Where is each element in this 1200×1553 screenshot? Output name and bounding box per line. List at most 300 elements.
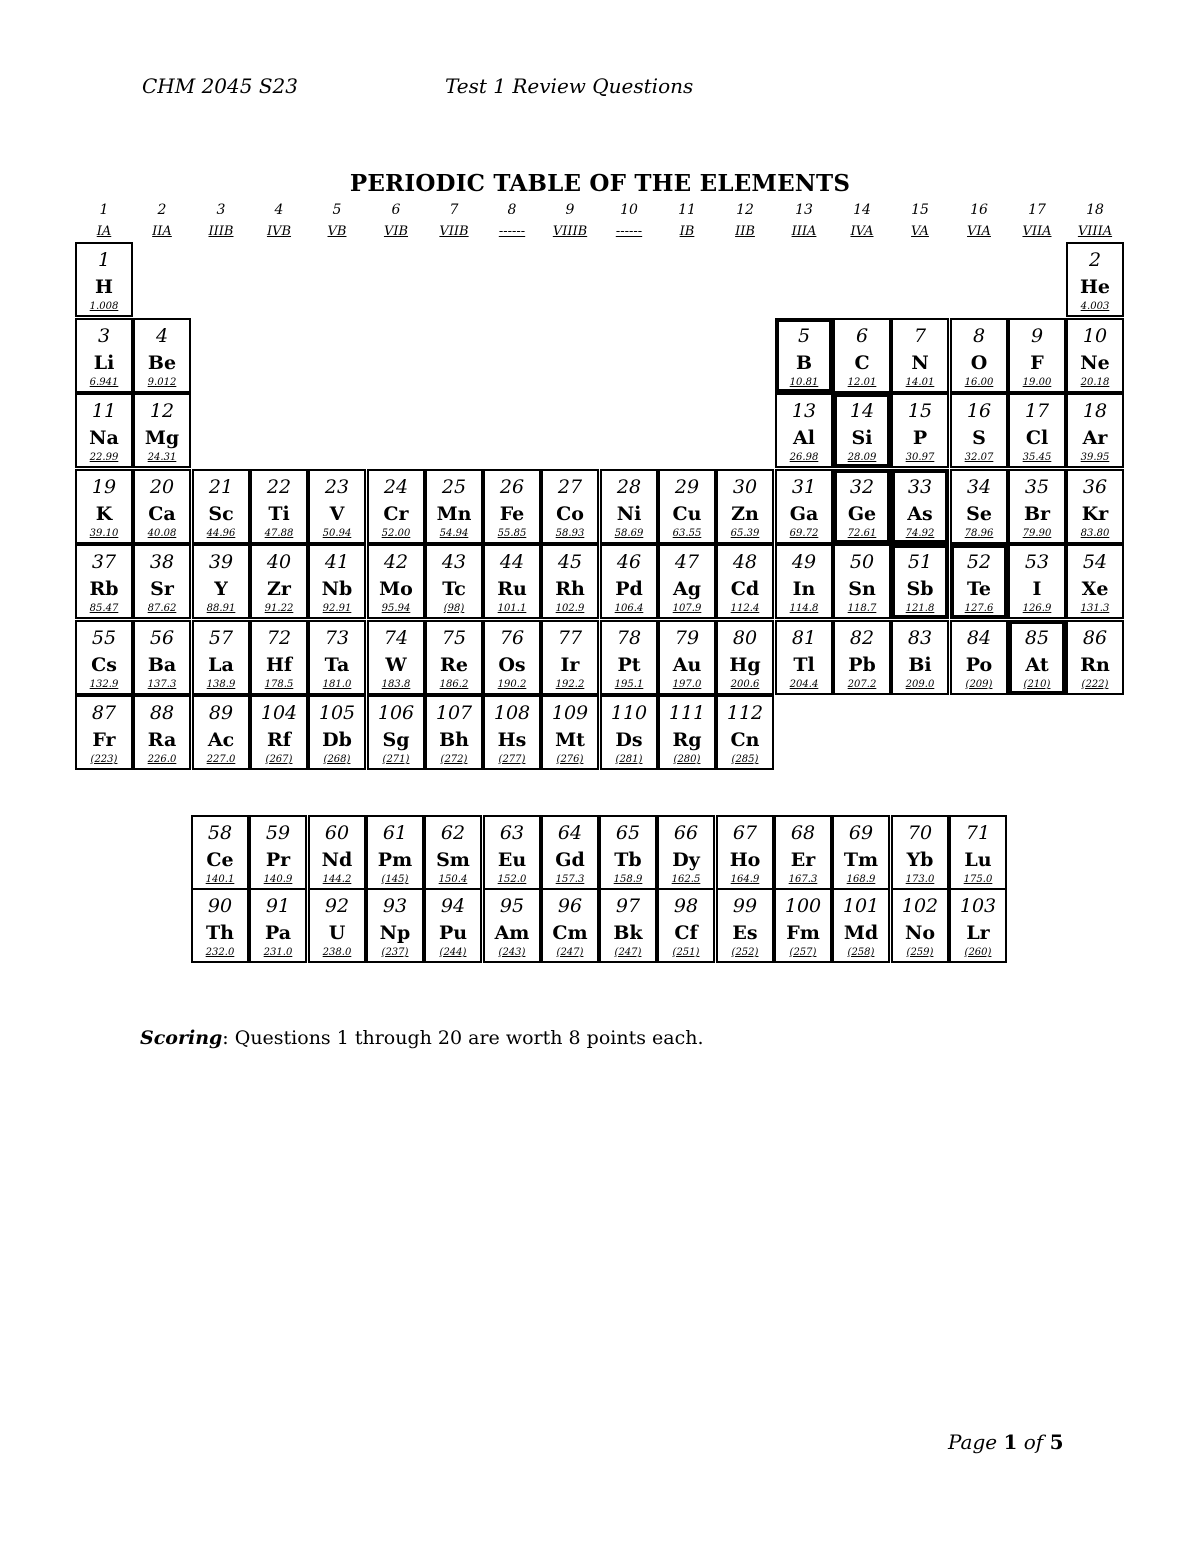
atomic-mass: 131.3 [1080,603,1110,614]
element-symbol: Ac [207,729,235,751]
atomic-number: 5 [797,325,811,347]
atomic-number: 21 [208,476,234,498]
element-cell-mo [367,544,425,619]
element-cell-pa [249,888,307,963]
atomic-mass: 6.941 [89,377,119,388]
element-symbol: Ra [147,729,177,751]
element-cell-sn [833,544,891,619]
atomic-number: 36 [1082,476,1108,498]
element-symbol: Sc [208,503,234,525]
element-symbol: Zr [267,578,291,600]
atomic-number: 14 [849,400,875,422]
atomic-mass: (247) [556,947,584,958]
atomic-number: 104 [260,702,298,724]
element-cell-cs [75,620,133,695]
document-title-header: Test 1 Review Questions [445,74,694,98]
element-cell-eu [483,815,541,890]
page-current: 1 [1003,1430,1018,1454]
atomic-number: 4 [155,325,169,347]
atomic-mass: 150.4 [438,874,468,885]
atomic-mass: 63.55 [672,528,702,539]
group-number: 6 [391,202,401,218]
element-cell-y [192,544,250,619]
element-cell-ho [716,815,774,890]
element-symbol: C [854,352,870,374]
element-symbol: Nb [321,578,353,600]
element-cell-cn [716,695,774,770]
atomic-number: 23 [324,476,350,498]
atomic-number: 76 [499,627,525,649]
group-label: IA [96,224,112,239]
atomic-number: 72 [266,627,292,649]
element-cell-pm [366,815,424,890]
element-symbol: Pr [265,849,291,871]
element-symbol: Hg [729,654,761,676]
element-cell-ti [250,469,308,544]
element-symbol: Mn [436,503,472,525]
group-label: IIIB [208,224,234,239]
atomic-mass: 55.85 [497,528,527,539]
element-symbol: Hs [497,729,527,751]
element-symbol: Ba [147,654,177,676]
atomic-mass: 167.3 [788,874,818,885]
page-footer [948,1430,1064,1454]
element-cell-sb [891,544,949,619]
element-cell-rn [1066,620,1124,695]
element-cell-ac [192,695,250,770]
element-symbol: Np [379,922,411,944]
element-cell-er [774,815,832,890]
atomic-mass: 30.97 [905,452,935,463]
element-cell-cd [716,544,774,619]
element-cell-ge [833,469,891,544]
atomic-number: 19 [91,476,117,498]
atomic-number: 20 [149,476,175,498]
atomic-number: 71 [965,822,991,844]
element-cell-fr [75,695,133,770]
atomic-mass: 132.9 [89,679,119,690]
element-symbol: Db [322,729,352,751]
atomic-number: 74 [383,627,409,649]
element-cell-sc [192,469,250,544]
atomic-mass: 173.0 [905,874,935,885]
element-symbol: Pa [264,922,292,944]
element-cell-zn [716,469,774,544]
element-symbol: Zn [731,503,759,525]
group-label: VB [327,224,347,239]
atomic-mass: 72.61 [847,528,877,539]
element-symbol: Tc [442,578,466,600]
element-cell-sr [133,544,191,619]
element-cell-in [775,544,833,619]
element-symbol: S [972,427,986,449]
atomic-number: 95 [499,895,525,917]
atomic-mass: 47.88 [264,528,294,539]
atomic-mass: 58.93 [555,528,585,539]
element-cell-kr [1066,469,1124,544]
element-symbol: Pb [848,654,876,676]
element-symbol: Cu [672,503,702,525]
atomic-number: 84 [966,627,992,649]
group-label: IVA [850,224,874,239]
atomic-number: 109 [551,702,589,724]
atomic-mass: 204.4 [789,679,819,690]
element-symbol: Rf [267,729,291,751]
element-symbol: Cl [1025,427,1049,449]
group-label: ------ [615,224,643,239]
atomic-mass: 197.0 [672,679,702,690]
group-label: IIB [735,224,755,239]
element-symbol: Mt [555,729,585,751]
atomic-mass: (257) [789,947,817,958]
element-symbol: Tb [614,849,642,871]
element-symbol: Ne [1080,352,1110,374]
element-symbol: Ir [560,654,580,676]
atomic-mass: 39.10 [89,528,119,539]
group-label: IB [679,224,695,239]
element-cell-ra [133,695,191,770]
element-symbol: Tl [793,654,815,676]
atomic-number: 44 [499,551,525,573]
element-symbol: Si [851,427,873,449]
element-symbol: Be [147,352,177,374]
atomic-mass: (237) [381,947,409,958]
element-symbol: B [795,352,813,374]
element-symbol: H [95,276,113,298]
element-symbol: Cn [730,729,760,751]
atomic-mass: 209.0 [905,679,935,690]
atomic-number: 110 [610,702,648,724]
footer-of: of [1017,1430,1050,1454]
atomic-number: 100 [784,895,822,917]
element-symbol: Hf [265,654,293,676]
element-cell-bk [599,888,657,963]
element-cell-cr [367,469,425,544]
atomic-mass: 40.08 [147,528,177,539]
atomic-mass: 226.0 [147,754,177,765]
atomic-mass: 16.00 [964,377,994,388]
group-number: 8 [507,202,517,218]
atomic-mass: 1.008 [89,301,119,312]
atomic-number: 61 [382,822,408,844]
atomic-mass: (272) [440,754,468,765]
element-cell-hg [716,620,774,695]
atomic-number: 47 [674,551,700,573]
element-cell-h [75,242,133,317]
atomic-number: 13 [791,400,817,422]
atomic-mass: 24.31 [147,452,177,463]
atomic-mass: (145) [381,874,409,885]
element-symbol: Co [556,503,584,525]
atomic-number: 99 [732,895,758,917]
element-symbol: Sr [150,578,174,600]
element-symbol: Dy [672,849,700,871]
element-cell-cl [1008,393,1066,468]
element-cell-hf [250,620,308,695]
group-number: 4 [274,202,284,218]
element-cell-mt [541,695,599,770]
atomic-mass: 22.99 [89,452,119,463]
atomic-number: 7 [913,325,927,347]
element-symbol: No [904,922,936,944]
element-cell-pu [424,888,482,963]
group-label: VIB [383,224,409,239]
atomic-number: 25 [441,476,467,498]
atomic-mass: 114.8 [789,603,819,614]
atomic-number: 29 [674,476,700,498]
atomic-number: 65 [615,822,641,844]
atomic-mass: 181.0 [322,679,352,690]
scoring-label: Scoring [140,1027,223,1049]
element-cell-mg [133,393,191,468]
atomic-number: 27 [557,476,583,498]
atomic-number: 41 [324,551,350,573]
atomic-number: 81 [791,627,817,649]
element-cell-w [367,620,425,695]
element-cell-se [950,469,1008,544]
element-cell-lr [949,888,1007,963]
atomic-number: 39 [208,551,234,573]
element-cell-ga [775,469,833,544]
atomic-mass: 112.4 [730,603,760,614]
element-cell-bh [425,695,483,770]
element-symbol: Na [89,427,119,449]
element-cell-no [891,888,949,963]
atomic-number: 90 [207,895,233,917]
atomic-mass: 178.5 [264,679,294,690]
element-cell-ru [483,544,541,619]
element-symbol: Ho [729,849,761,871]
atomic-mass: 83.80 [1080,528,1110,539]
element-cell-np [366,888,424,963]
element-cell-f [1008,318,1066,393]
element-symbol: Lr [966,922,990,944]
atomic-number: 64 [557,822,583,844]
element-symbol: La [208,654,234,676]
atomic-mass: 118.7 [847,603,877,614]
element-symbol: Yb [906,849,934,871]
element-cell-rh [541,544,599,619]
element-symbol: Re [440,654,468,676]
element-symbol: Ru [497,578,527,600]
element-cell-ne [1066,318,1124,393]
element-symbol: Ti [268,503,290,525]
scoring-text: : Questions 1 through 20 are worth 8 points each. [222,1027,704,1049]
atomic-mass: 87.62 [147,603,177,614]
atomic-number: 35 [1024,476,1050,498]
group-label: VIIB [439,224,469,239]
element-symbol: N [911,352,929,374]
atomic-number: 67 [732,822,758,844]
atomic-number: 51 [907,551,933,573]
atomic-mass: (259) [906,947,934,958]
element-symbol: Ag [672,578,702,600]
atomic-mass: 227.0 [206,754,236,765]
element-symbol: As [907,503,933,525]
group-number: 3 [216,202,226,218]
element-symbol: K [95,503,113,525]
atomic-mass: 32.07 [964,452,994,463]
atomic-mass: 102.9 [555,603,585,614]
group-label: VIIA [1022,224,1052,239]
element-cell-pd [600,544,658,619]
atomic-number: 80 [732,627,758,649]
element-cell-md [832,888,890,963]
element-symbol: Cs [91,654,117,676]
element-cell-po [950,620,1008,695]
atomic-mass: 140.9 [263,874,293,885]
element-cell-cf [657,888,715,963]
element-cell-p [891,393,949,468]
element-cell-ag [658,544,716,619]
element-symbol: Al [793,427,815,449]
element-symbol: Bk [613,922,643,944]
element-symbol: Mo [379,578,413,600]
atomic-mass: 192.2 [555,679,585,690]
atomic-mass: 238.0 [322,947,352,958]
group-number: 5 [332,202,342,218]
atomic-mass: (251) [672,947,700,958]
atomic-number: 40 [266,551,292,573]
atomic-mass: 127.6 [964,603,994,614]
atomic-number: 58 [207,822,233,844]
atomic-mass: 164.9 [730,874,760,885]
atomic-number: 26 [499,476,525,498]
element-cell-rg [658,695,716,770]
element-symbol: Ga [789,503,819,525]
element-symbol: Ni [616,503,642,525]
element-cell-pt [600,620,658,695]
group-number: 14 [853,202,871,218]
atomic-number: 102 [901,895,939,917]
element-symbol: Rh [555,578,585,600]
atomic-mass: 91.22 [264,603,294,614]
element-symbol: Bi [908,654,932,676]
atomic-mass: 54.94 [439,528,469,539]
element-symbol: Ar [1082,427,1108,449]
element-cell-au [658,620,716,695]
element-cell-co [541,469,599,544]
atomic-mass: (209) [965,679,993,690]
atomic-number: 33 [907,476,933,498]
atomic-number: 9 [1030,325,1044,347]
atomic-number: 24 [383,476,409,498]
atomic-number: 53 [1024,551,1050,573]
atomic-mass: (267) [265,754,293,765]
atomic-mass: 88.91 [206,603,236,614]
scoring-note [140,1027,704,1049]
atomic-mass: 137.3 [147,679,177,690]
element-cell-rf [250,695,308,770]
atomic-mass: 12.01 [847,377,877,388]
atomic-number: 54 [1082,551,1108,573]
atomic-number: 82 [849,627,875,649]
element-cell-he [1066,242,1124,317]
element-cell-tb [599,815,657,890]
element-symbol: Fr [92,729,116,751]
atomic-mass: 78.96 [964,528,994,539]
atomic-mass: (244) [439,947,467,958]
element-symbol: Y [214,578,228,600]
element-symbol: At [1025,654,1049,676]
element-cell-c [833,318,891,393]
atomic-number: 8 [972,325,986,347]
atomic-mass: (222) [1081,679,1109,690]
element-symbol: Ce [206,849,234,871]
atomic-mass: 79.90 [1022,528,1052,539]
atomic-mass: 168.9 [846,874,876,885]
element-cell-v [308,469,366,544]
element-cell-zr [250,544,308,619]
atomic-mass: (260) [964,947,992,958]
element-cell-u [308,888,366,963]
atomic-number: 103 [959,895,997,917]
element-symbol: Sn [848,578,876,600]
group-label: ------ [498,224,526,239]
atomic-number: 32 [849,476,875,498]
atomic-number: 6 [855,325,869,347]
atomic-mass: 200.6 [730,679,760,690]
atomic-number: 91 [265,895,291,917]
element-cell-am [483,888,541,963]
group-number: 9 [565,202,575,218]
element-cell-db [308,695,366,770]
element-cell-la [192,620,250,695]
element-symbol: Po [965,654,993,676]
atomic-number: 98 [673,895,699,917]
atomic-number: 34 [966,476,992,498]
element-symbol: Ge [847,503,877,525]
element-symbol: Rb [89,578,119,600]
atomic-mass: 126.9 [1022,603,1052,614]
atomic-number: 38 [149,551,175,573]
element-symbol: Sm [436,849,470,871]
element-symbol: Gd [555,849,585,871]
periodic-table-title: PERIODIC TABLE OF THE ELEMENTS [349,170,851,197]
element-cell-gd [541,815,599,890]
atomic-mass: (268) [323,754,351,765]
element-symbol: Li [93,352,115,374]
element-cell-i [1008,544,1066,619]
atomic-mass: 190.2 [497,679,527,690]
atomic-mass: 85.47 [89,603,119,614]
atomic-number: 107 [435,702,473,724]
atomic-mass: 158.9 [613,874,643,885]
atomic-number: 16 [966,400,992,422]
atomic-number: 56 [149,627,175,649]
atomic-number: 48 [732,551,758,573]
element-symbol: Pd [615,578,643,600]
element-cell-rb [75,544,133,619]
element-symbol: Sb [906,578,934,600]
atomic-mass: 101.1 [497,603,527,614]
element-symbol: F [1030,352,1044,374]
element-symbol: He [1079,276,1111,298]
atomic-number: 31 [791,476,817,498]
atomic-number: 49 [791,551,817,573]
atomic-number: 28 [616,476,642,498]
element-symbol: I [1032,578,1042,600]
atomic-number: 78 [616,627,642,649]
element-cell-sm [424,815,482,890]
atomic-mass: (277) [498,754,526,765]
atomic-mass: 186.2 [439,679,469,690]
atomic-mass: 183.8 [381,679,411,690]
element-cell-mn [425,469,483,544]
atomic-number: 42 [383,551,409,573]
element-cell-es [716,888,774,963]
group-number: 7 [449,202,459,218]
